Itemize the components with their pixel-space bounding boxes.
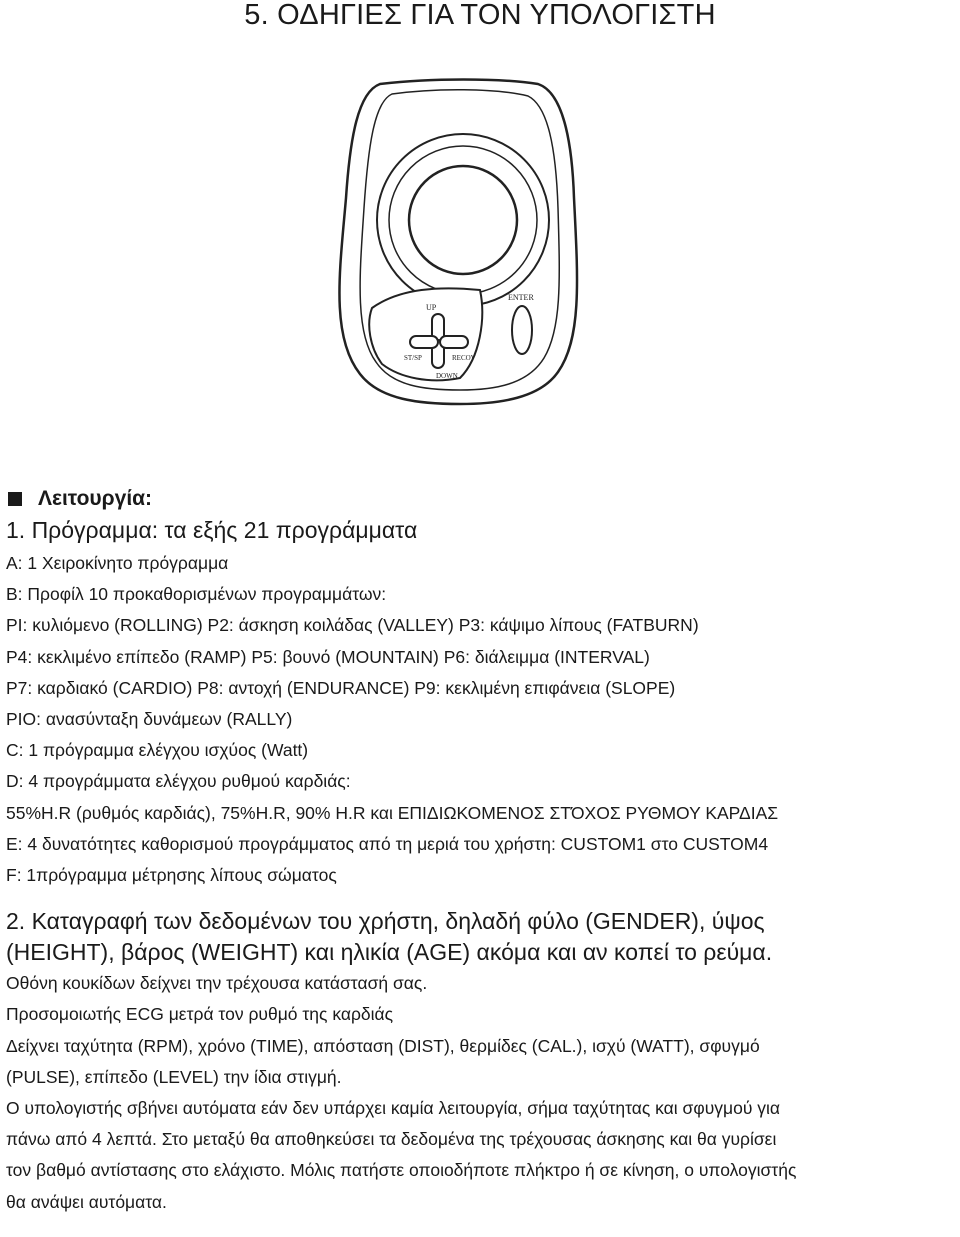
program-line: B: Προφίλ 10 προκαθορισμένων προγραμμάτων:	[6, 584, 387, 605]
program-line: A: 1 Χειροκίνητο πρόγραμμα	[6, 553, 229, 573]
down-label: DOWN	[436, 372, 458, 380]
operation-heading	[6, 484, 956, 514]
program-line: P7: καρδιακό (CARDIO) P8: αντοχή (ENDURANCE) P9: κεκλιμένη επιφάνεια (SLOPE)	[6, 677, 676, 698]
user-data-line: Οθόνη κουκίδων δείχνει την τρέχουσα κατάστασή σας.	[6, 973, 428, 994]
program-line: F: 1πρόγραμμα μέτρησης λίπους σώματος	[6, 865, 337, 886]
user-data-line: πάνω από 4 λεπτά. Στο μεταξύ θα αποθηκεύσει τα δεδομένα της τρέχουσας άσκησης και θα γυρίσει	[6, 1129, 777, 1150]
enter-label: ENTER	[508, 293, 534, 302]
user-data-line: Ο υπολογιστής σβήνει αυτόματα εάν δεν υπάρχει καμία λειτουργία, σήμα ταχύτητας και σφυγμού για	[6, 1098, 781, 1119]
computer-console-illustration	[300, 78, 620, 408]
operation-section	[6, 484, 956, 1218]
program-line: D: 4 προγράμματα ελέγχου ρυθμού καρδιάς:	[6, 771, 351, 792]
user-data-line: Προσομοιωτής ECG μετρά τον ρυθμό της καρδιάς	[6, 1004, 394, 1025]
user-data-line: Δείχνει ταχύτητα (RPM), χρόνο (TIME), απόσταση (DIST), θερμίδες (CAL.), ισχύ (WATT), σφυγμό	[6, 1035, 760, 1056]
user-data-title-line2: (HEIGHT), βάρος (WEIGHT) και ηλικία (AGE) ακόμα και αν κοπεί το ρεύμα.	[6, 939, 773, 966]
user-data-line: τον βαθμό αντίστασης στο ελάχιστο. Μόλις πατήστε οποιοδήποτε πλήκτρο ή σε κίνηση, ο υπολογιστής	[6, 1160, 797, 1181]
up-label: UP	[426, 303, 437, 312]
user-data-title-line1: 2. Καταγραφή των δεδομένων του χρήστη, δηλαδή φύλο (GENDER), ύψος	[6, 908, 765, 935]
square-bullet-icon	[8, 492, 22, 506]
start-stop-label: ST/SP	[404, 354, 422, 362]
right-button	[440, 336, 468, 348]
left-button	[410, 336, 438, 348]
user-data-line: (PULSE), επίπεδο (LEVEL) την ίδια στιγμή.	[6, 1066, 342, 1087]
display-screen	[409, 166, 517, 274]
program-line: 55%H.R (ρυθμός καρδιάς), 75%H.R, 90% H.R και ΕΠΙΔΙΩΚΟΜΕΝΟΣ ΣΤΌΧΟΣ ΡΥΘΜΟΥ ΚΑΡΔΙΑΣ	[6, 802, 779, 823]
operation-heading-text: Λειτουργία:	[38, 487, 153, 510]
recovery-label: RECOV	[452, 354, 476, 362]
program-line: E: 4 δυνατότητες καθορισμού προγράμματος από τη μεριά του χρήστη: CUSTOM1 στο CUSTOM4	[6, 833, 769, 854]
page-title: 5. ΟΔΗΓΙΕΣ ΓΙΑ ΤΟΝ ΥΠΟΛΟΓΙΣΤΗ	[244, 0, 716, 31]
program-line: C: 1 πρόγραμμα ελέγχου ισχύος (Watt)	[6, 740, 309, 761]
programs-title: 1. Πρόγραμμα: τα εξής 21 προγράμματα	[6, 517, 418, 543]
program-line: PI: κυλιόμενο (ROLLING) P2: άσκηση κοιλάδας (VALLEY) P3: κάψιμο λίπους (FATBURN)	[6, 615, 699, 636]
enter-button	[512, 306, 532, 354]
program-line: P4: κεκλιμένο επίπεδο (RAMP) P5: βουνό (MOUNTAIN) P6: διάλειμμα (INTERVAL)	[6, 646, 650, 667]
program-line: PIO: ανασύνταξη δυνάμεων (RALLY)	[6, 709, 293, 730]
user-data-line: θα ανάψει αυτόματα.	[6, 1191, 167, 1212]
